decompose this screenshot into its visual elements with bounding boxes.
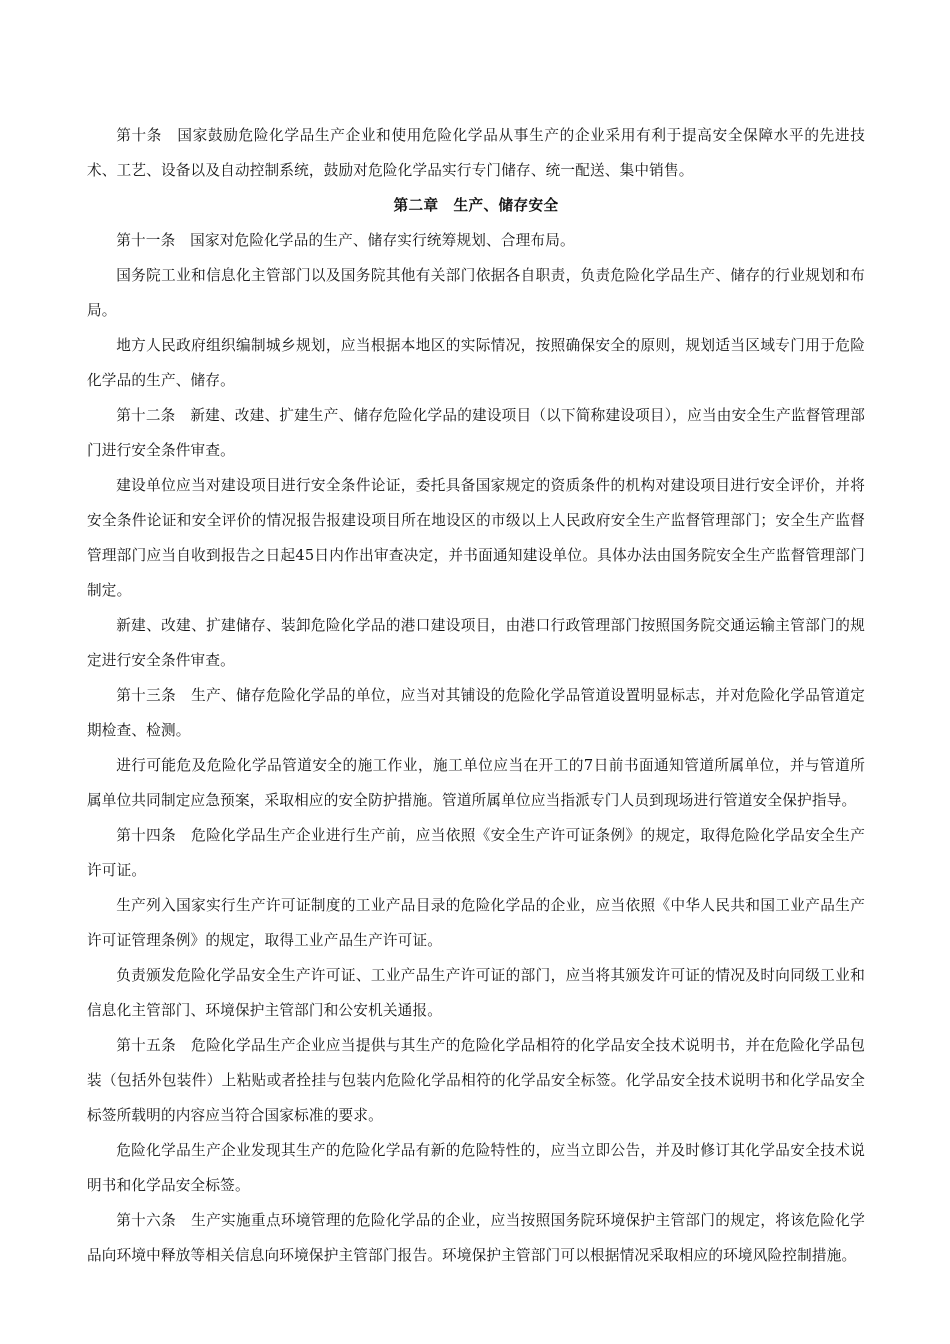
article-15-clause-2: 危险化学品生产企业发现其生产的危险化学品有新的危险特性的，应当立即公告，并及时修订其化学品安全技术说明书和化学品安全标签。 [87, 1142, 865, 1194]
article-13-paragraph: 第十三条 生产、储存危险化学品的单位，应当对其铺设的危险化学品管道设置明显标志，并对危险化学品管道定期检查、检测。 [87, 687, 865, 739]
article-14-clause-2: 生产列入国家实行生产许可证制度的工业产品目录的危险化学品的企业，应当依照《中华人民共和国工业产品生产许可证管理条例》的规定，取得工业产品生产许可证。 [87, 897, 865, 949]
article-14-clause-3: 负责颁发危险化学品安全生产许可证、工业产品生产许可证的部门，应当将其颁发许可证的情况及时向同级工业和信息化主管部门、环境保护主管部门和公安机关通报。 [87, 967, 865, 1019]
article-11-paragraph: 第十一条 国家对危险化学品的生产、储存实行统筹规划、合理布局。 [116, 232, 575, 249]
article-11-clause-3: 地方人民政府组织编制城乡规划，应当根据本地区的实际情况，按照确保安全的原则，规划适当区域专门用于危险化学品的生产、储存。 [87, 337, 865, 389]
document-page [87, 118, 865, 1273]
article-12-clause-2: 建设单位应当对建设项目进行安全条件论证，委托具备国家规定的资质条件的机构对建设项目进行安全评价，并将安全条件论证和安全评价的情况报告报建设项目所在地设区的市级以上人民政府安全生产监督管理部门；安全生产监督管理部门应当自收到报告之日起45日内作出审查决定，并书面通知建设单位。具体办法由国务院安全生产监督管理部门制定。 [87, 477, 865, 599]
article-16-paragraph: 第十六条 生产实施重点环境管理的危险化学品的企业，应当按照国务院环境保护主管部门的规定，将该危险化学品向环境中释放等相关信息向环境保护主管部门报告。环境保护主管部门可以根据情况采取相应的环境风险控制措施。 [87, 1212, 865, 1264]
article-15-paragraph: 第十五条 危险化学品生产企业应当提供与其生产的危险化学品相符的化学品安全技术说明书，并在危险化学品包装（包括外包装件）上粘贴或者拴挂与包装内危险化学品相符的化学品安全标签。化学品安全技术说明书和化学品安全标签所载明的内容应当符合国家标准的要求。 [87, 1037, 865, 1124]
article-11-clause-2: 国务院工业和信息化主管部门以及国务院其他有关部门依据各自职责，负责危险化学品生产、储存的行业规划和布局。 [87, 267, 865, 319]
article-10-paragraph: 第十条 国家鼓励危险化学品生产企业和使用危险化学品从事生产的企业采用有利于提高安全保障水平的先进技术、工艺、设备以及自动控制系统，鼓励对危险化学品实行专门储存、统一配送、集中销售。 [87, 127, 865, 179]
chapter-heading: 第二章 生产、储存安全 [393, 197, 559, 214]
article-13-clause-2: 进行可能危及危险化学品管道安全的施工作业，施工单位应当在开工的7日前书面通知管道所属单位，并与管道所属单位共同制定应急预案，采取相应的安全防护措施。管道所属单位应当指派专门人员到现场进行管道安全保护指导。 [87, 757, 865, 809]
article-14-paragraph: 第十四条 危险化学品生产企业进行生产前，应当依照《安全生产许可证条例》的规定，取得危险化学品安全生产许可证。 [87, 827, 865, 879]
article-12-paragraph: 第十二条 新建、改建、扩建生产、储存危险化学品的建设项目（以下简称建设项目），应当由安全生产监督管理部门进行安全条件审查。 [87, 407, 865, 459]
article-12-clause-3: 新建、改建、扩建储存、装卸危险化学品的港口建设项目，由港口行政管理部门按照国务院交通运输主管部门的规定进行安全条件审查。 [87, 617, 865, 669]
